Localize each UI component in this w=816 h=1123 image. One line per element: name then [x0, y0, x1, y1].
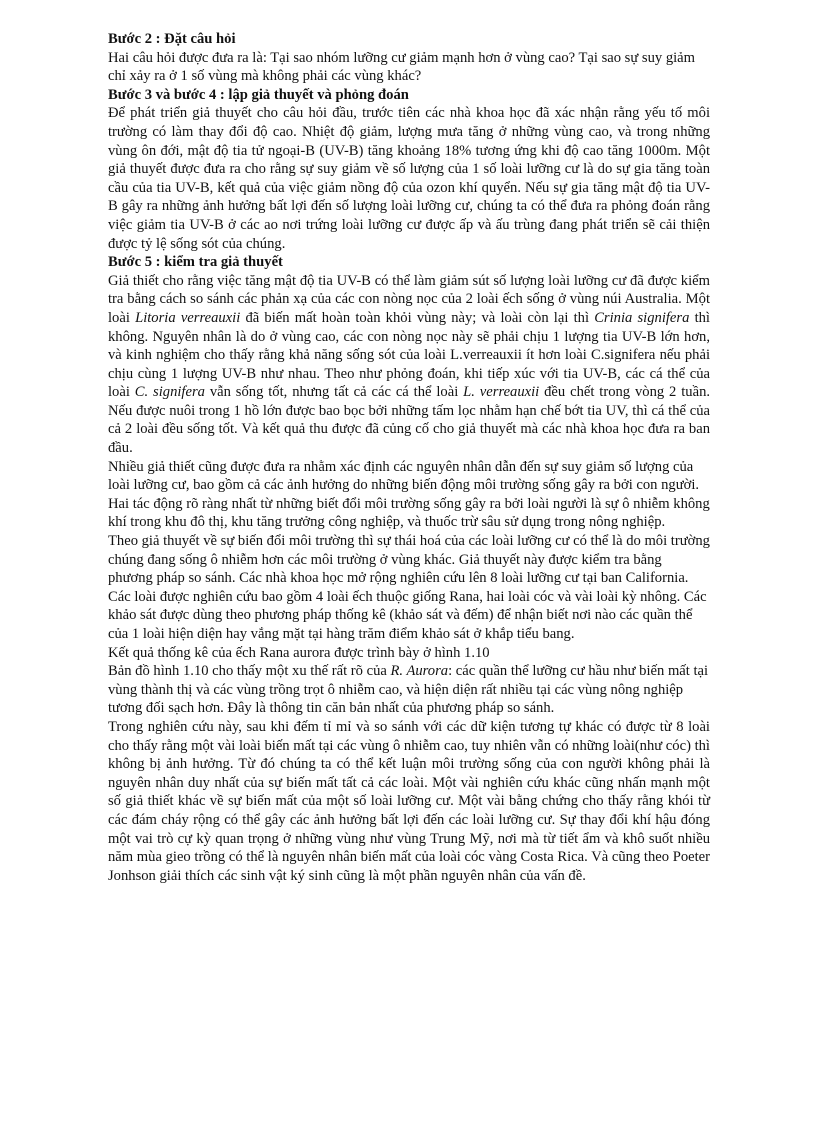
step5-paragraph-1 — [108, 272, 710, 458]
text-run: thì không. Nguyên nhân là do ở vùng cao, các con nòng nọc này sẽ phải chịu 1 lượng tia UV-B lớn hơn, và kinh nghiệm cho thấy rằng khả năng sống sót của loài L.verreauxii ít hơn loài C.signifera nếu phải chịu cùng 1 lượng UV-B như nhau. Theo như phỏng đoán, khi tiếp xúc với tia UV-B, các cá thể của loài — [108, 309, 710, 401]
step5-heading: Bước 5 : kiểm tra giả thuyết — [108, 254, 283, 271]
step5-paragraph-5 — [108, 662, 710, 718]
step2-heading: Bước 2 : Đặt câu hỏi — [108, 31, 236, 47]
species-name: Litoria verreauxii — [135, 309, 241, 326]
step5-paragraph-3: Theo giả thuyết về sự biến đổi môi trường thì sự thái hoá của các loài lưỡng cư có thể là do môi trường chúng đang sống ô nhiễm hơn các môi trường ở vùng khác. Giả thuyết này được kiểm tra bằng phương pháp so sánh. Các nhà khoa học mở rộng nghiên cứu lên 8 loài lưỡng cư tại ban California. Các loài được nghiên cứu bao gồm 4 loài ếch thuộc giống Rana, hai loài cóc và vài loài kỳ nhông. Các khảo sát được dùng theo phương pháp thống kê (khảo sát và đếm) để nhận biết nơi nào các quần thể của 1 loài hiện diện hay vắng mặt tại hàng trăm điểm khảo sát ở khắp tiểu bang. — [108, 533, 710, 642]
step5-paragraph-2: Nhiều giả thiết cũng được đưa ra nhằm xác định các nguyên nhân dẫn đến sự suy giảm số lượng của loài lưỡng cư, bao gồm cả các ảnh hưởng do những biến động môi trường sống gây ra bởi con người. Hai tác động rõ ràng nhất từ những biết đổi môi trường sống gây ra bởi loài người là sự ô nhiễm không khí trong khu đô thị, khu tăng trưởng công nghiệp, và thuốc trừ sâu sử dụng trong nông nghiệp. — [108, 458, 710, 531]
species-name: L. verreauxii — [463, 384, 540, 401]
text-run: đã biến mất hoàn toàn khỏi vùng này; và loài còn lại thì — [240, 309, 595, 326]
text-run: đều chết trong vòng 2 tuần. Nếu được nuôi trong 1 hồ lớn được bao bọc bởi những tấm lọc nhằm hạn chế bớt tia UV, thì cá thể của cả 2 loài đều sống tốt. Và kết quả thu được đã củng cố cho giả thuyết mà các nhà khoa học đưa ra ban đầu. — [108, 384, 711, 457]
step2-paragraph: Hai câu hỏi được đưa ra là: Tại sao nhóm lưỡng cư giảm mạnh hơn ở vùng cao? Tại sao sự suy giảm chỉ xảy ra ở 1 số vùng mà không phải các vùng khác? — [108, 49, 696, 85]
text-run: : các quần thể lưỡng cư hầu như biến mất tại vùng thành thị và các vùng trồng trọt ô nhiễm cao, và hiện diện rất nhiều tại các vùng nông nghiệp tương đối sạch hơn. Đây là thông tin căn bản nhất của phương pháp so sánh. — [108, 663, 709, 717]
step5-paragraph-4: Kết quả thống kê của ếch Rana aurora được trình bày ở hình 1.10 — [108, 644, 490, 661]
step34-paragraph: Để phát triển giả thuyết cho câu hỏi đầu, trước tiên các nhà khoa học đã xác nhận rằng yếu tố môi trường có làm thay đổi độ cao. Nhiệt độ giảm, lượng mưa tăng ở những vùng cao, và trong những vùng ôn đới, mật độ tia tử ngoại-B (UV-B) tăng khoảng 18% tương ứng khi độ cao tăng 1000m. Một giả thuyết được đưa ra cho rằng sự suy giảm về số lượng của 1 số loài lưỡng cư là do sự gia tăng toàn cầu của tia UV-B, kết quả của việc giảm nồng độ của ozon khí quyển. Nếu sự gia tăng mật độ tia UV-B gây ra những ảnh hưởng bất lợi đến số lượng loài lưỡng cư, chúng ta có thể đưa ra phỏng đoán rằng việc giảm tia UV-B ở các ao nơi trứng loài lưỡng cư được ấp và ấu trùng đang phát triển sẽ cải thiện được tỷ lệ sống sót của chúng. — [108, 105, 710, 252]
species-name: Crinia signifera — [594, 309, 690, 326]
step5-paragraph-6: Trong nghiên cứu này, sau khi đếm tỉ mỉ và so sánh với các dữ kiện tương tự khác có được từ 8 loài cho thấy rằng một vài loài biến mất tại các vùng ô nhiễm cao, tuy nhiên vẫn có những loài(như cóc) thì không bị ảnh hưởng. Từ đó chúng ta có thể kết luận môi trường sống của con người không phải là nguyên nhân duy nhất của sự biến mất tất cả các loài. Một vài nghiên cứu khác cũng nhấn mạnh một số giả thiết khác về sự biến mất của một số loài lưỡng cư. Một vài bằng chứng cho thấy rằng khói từ các đám cháy rộng có thể gây các ảnh hưởng bất lợi đến các loài lưỡng cư. Sự thay đổi khí hậu đóng một vai trò cự kỳ quan trọng ở những vùng như vùng Trung Mỹ, nơi mà từ tiết ẩm và khô suốt nhiều năm mùa gieo trồng có thể là nguyên nhân biến mất của loài cóc vàng Costa Rica. Và cũng theo Poeter Jonhson giải thích các sinh vật ký sinh cũng là một phần nguyên nhân của vấn đề. — [108, 718, 710, 884]
text-run: Giả thiết cho rằng việc tăng mật độ tia UV-B có thể làm giảm sút số lượng loài lưỡng cư đã được kiểm tra bằng cách so sánh các phản xạ của các con nòng nọc của 2 loài ếch sống ở vùng núi Australia. Một loài — [108, 272, 710, 326]
species-name: R. Aurora — [390, 663, 449, 680]
text-run: Bản đồ hình 1.10 cho thấy một xu thế rất rõ của — [108, 663, 391, 680]
text-run: vẫn sống tốt, nhưng tất cả các cá thể loài — [204, 384, 464, 401]
step34-heading: Bước 3 và bước 4 : lập giả thuyết và phỏng đoán — [108, 86, 409, 103]
species-name: C. signifera — [134, 384, 205, 401]
document-page — [108, 30, 710, 885]
